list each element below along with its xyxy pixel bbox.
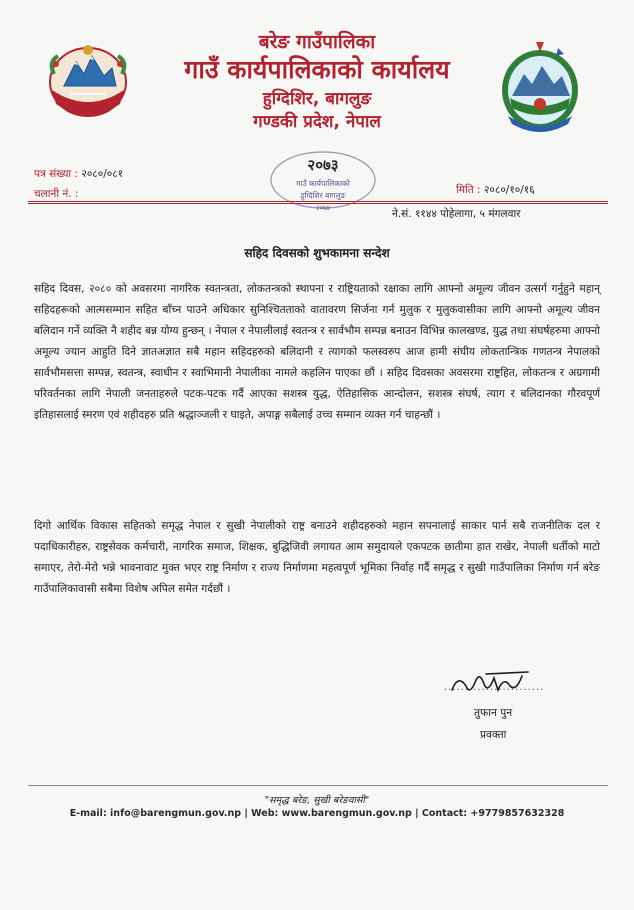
- letter-date-label: मिति :: [456, 184, 481, 196]
- letter-date: [456, 183, 535, 197]
- office-address: हुग्दिशिर, बागलुङ: [262, 89, 372, 109]
- letter-number: [34, 167, 123, 181]
- header-divider: [28, 201, 608, 204]
- footer-contact: E-mail: info@barengmun.gov.np | Web: www.barengmun.gov.np | Contact: +9779857632328: [69, 808, 565, 819]
- stamp-year-bottom: २०७४: [315, 204, 331, 212]
- footer-divider: [28, 785, 608, 786]
- stamp-text-bottom: हुग्दिशिर बागलुङ: [300, 191, 346, 200]
- body-paragraph-1: सहिद दिवस, २०८० को अवसरमा नागरिक स्वतन्त्रता, लोकतन्त्रको स्थापना र राष्ट्रियताको रक्षाका लागि आफ्नो अमूल्य जीवन उत्सर्ग गर्नुहुने महान् सहिदहरूको आत्मसम्मान सहित बाँच्न पाउने अधिकार सुनिश्चितताको वातावरण सिर्जना गर्न मुलुक र मुलुकवासीका लागि आफ्नो अमूल्य जीवन बलिदान गर्ने व्यक्ति नै शहीद बन्न योग्य हुन्छन् । नेपाल र नेपालीलाई स्वतन्त्र र सार्वभौम सम्पन्न बनाउन विभिन्न कालखण्ड, युद्ध तथा संघर्षहरुमा आफ्नो अमूल्य ज्यान आहुति दिने ज्ञातअज्ञात सबै महान सहिदहरुको बलिदानी र त्यागको फलस्वरुप आज हामी संघीय लोकतान्त्रिक गणतन्त्र नेपालको सार्वभौमसत्ता सम्पन्न, स्वतन्त्र, स्वाधीन र स्वाभिमानी नेपालीका नामले कहलिन पाएका छौं । सहिद दिवसका अवसरमा राष्ट्रहित, लोकतन्त्र र अग्रगामी परिवर्तनका लागि नेपाली जनताहरुले पटक-पटक गर्दै आएका सशस्त्र युद्ध, ऐतिहासिक आन्दोलन, सशस्त्र संघर्ष, त्याग र बलिदानका गौरवपूर्ण इतिहासलाई स्मरण एवं शहीदहरु प्रति श्रद्धाञ्जली र घाइते, अपाङ्ग सबैलाई उच्च सम्मान व्यक्त गर्न चाहन्छौं ।: [34, 283, 600, 421]
- nepal-government-emblem-icon: [44, 34, 132, 124]
- signatory-title: प्रवक्ता: [480, 729, 507, 741]
- dispatch-number: [34, 187, 78, 201]
- dispatch-number-label: चलानी नं. :: [34, 188, 79, 200]
- letter-number-label: पत्र संख्या :: [34, 168, 79, 180]
- province-country: गण्डकी प्रदेश, नेपाल: [253, 112, 381, 132]
- bareng-municipality-logo-icon: [498, 40, 582, 134]
- signatory-name: तुफान पुन: [474, 707, 513, 719]
- body-paragraph-2: दिगो आर्थिक विकास सहितको समृद्ध नेपाल र सुखी नेपालीको राष्ट्र बनाउने शहीदहरुको महान सपनालाई साकार पार्न सबै राजनीतिक दल र पदाधिकारीहरु, राष्ट्रसेवक कर्मचारी, नागरिक समाज, शिक्षक, बुद्धिजिवी लगायत आम समुदायले एकपटक छातीमा हात राखेर, नेपाली धर्तीको माटो समाएर, तेरो-मेरो भन्ने भावनावाट मुक्त भएर राष्ट्र निर्माण र राज्य निर्माणमा महत्वपूर्ण भूमिका निर्वाह गर्दै समृद्ध र सुखी गाउँपालिका निर्माण गर्न बरेङ गाउँपालिकावासी सबैमा विशेष अपिल समेत गर्दछौं ।: [34, 520, 600, 595]
- footer-motto: "समृद्ध बरेङ, सुखी बरेङवासी": [264, 795, 370, 806]
- municipality-name: बरेङ गाउँपालिका: [258, 31, 376, 53]
- stamp-year: २०७३: [307, 156, 339, 174]
- letter-date-value: २०८०/१०/१६: [483, 184, 535, 196]
- nepal-samvat-date: ने.सं. ११४४ पोहेलागा, ५ मंगलवार: [392, 208, 521, 220]
- office-name: गाउँ कार्यपालिकाको कार्यालय: [184, 55, 450, 84]
- office-heading: [140, 30, 494, 134]
- letter-subject: सहिद दिवसको शुभकामना सन्देश: [244, 246, 390, 260]
- office-stamp: [268, 148, 378, 214]
- stamp-text-top: गाउँ कार्यपालिकाको: [296, 179, 350, 188]
- letter-number-value: २०८०/०८१: [81, 168, 124, 180]
- signature-line: ........................: [444, 682, 545, 693]
